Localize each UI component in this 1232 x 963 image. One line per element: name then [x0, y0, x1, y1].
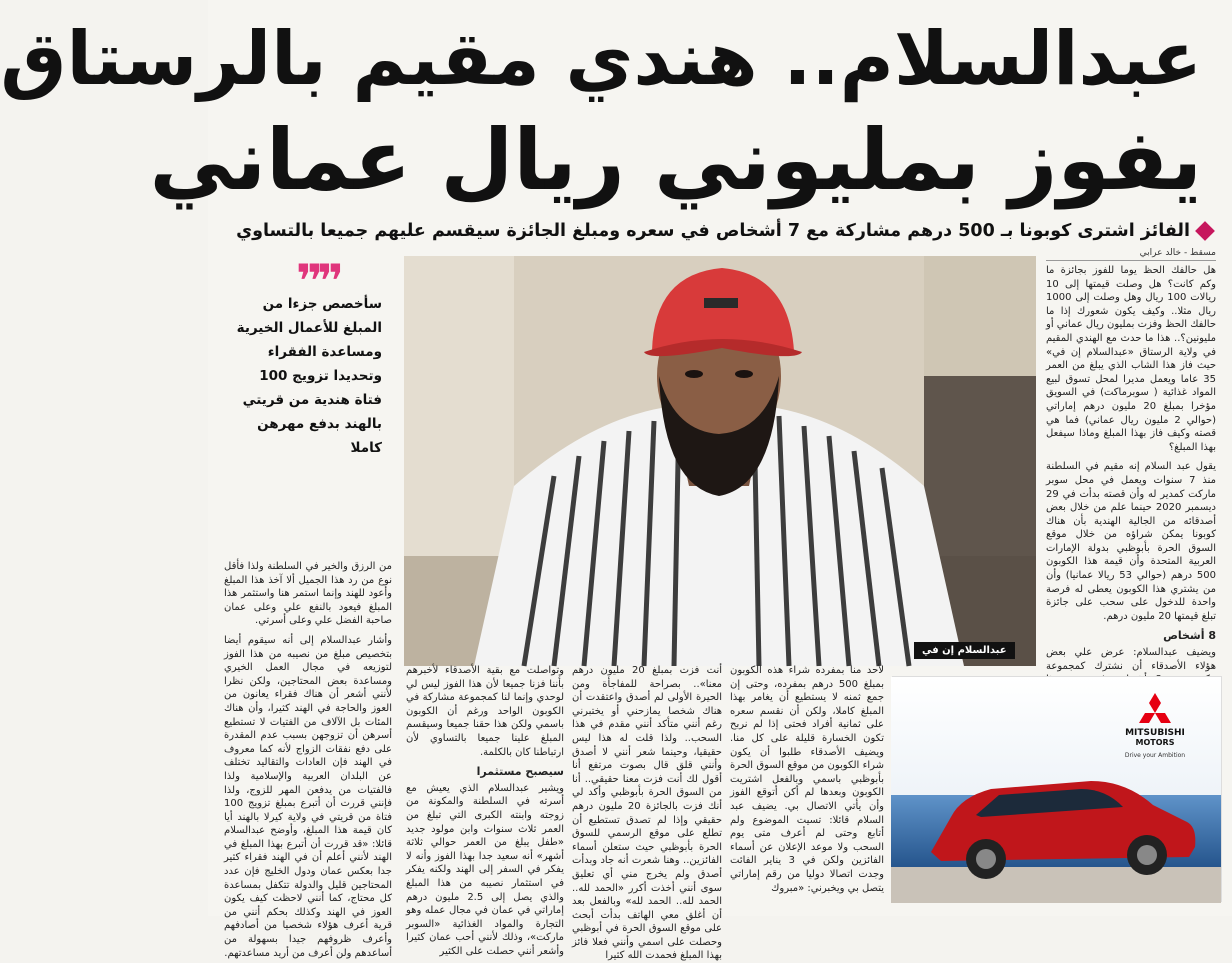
article-photo [404, 256, 1036, 666]
paragraph: هل حالفك الحظ يوما للفوز بجائزة ما وكم كانت؟ هل وصلت قيمتها إلى 10 ريالات 100 ريال وهل وصلت إلى 1000 ريال مثلا.. وكيف يكون شعورك إذا ما حالفك الحظ وفزت بمليون ريال عماني أو مليونين؟.. هذا ما حدث مع الهندي المقيم في ولاية الرستاق «عبدالسلام إن في» حيث فاز هذا الشاب الذي يبلغ من العمر 35 عاما ويعمل مديرا لمحل تسوق لبيع المواد غذائية ( سوبرماكت) في السويق مؤخرا بمبلغ 20 مليون درهم إماراتي (حوالي 2 مليون ريال عماني) فما هي قصته وكيف فاز بهذا المبلغ وماذا سيفعل بهذا المبلغ؟ [1046, 265, 1217, 453]
paragraph: ويضيف عبدالسلام: عرض علي بعض هؤلاء الأصدقاء أن نشترك كمجموعة [1046, 647, 1216, 672]
subheadline: الفائز اشترى كوبونا بـ 500 درهم مشاركة مع 7 أشخاص في سعره ومبلغ الجائزة سيقسم عليهم جميعا بالتساوي [236, 221, 1190, 241]
subheading-investor: سيصبح مستثمرا [476, 765, 564, 779]
paragraph: لأحد منا بمفرده شراء هذه الكوبون بمبلغ 500 درهم بمفرده، وحتى إن جمع ثمنه لا يستطيع أن يغامر بهذا المبلغ كاملا، ولكن أن نقسم سعره على ثمانية أفراد فحتى إذا لم نربح تكون الخسارة قليلة على كل منا. ويضيف الأصدقاء طلبوا أن يكون شراء الكوبون من موقع السوق الحرة بأبوظبي باسمي وبالفعل اشتريت الكوبون وبعدها لم أكن أتوقع الفوز وأن يأتي الاتصال بي. يضيف عبد السلام قائلا: تسيت الموضوع ولم أتابع وحتى لم أعرف متى يوم السحب ولا موعد الإعلان عن أسماء الفائزين ولكن في 3 يناير الفائت وجدت اتصالا دوليا من رقم إماراتي يتصل بي ويخبرني: «مبروك [730, 665, 884, 894]
ad-brand-text: MITSUBISHI [1125, 728, 1185, 738]
paragraph: وتواصلت مع بقية الأصدقاء لأخبرهم بأننا فزنا جميعا لأن هذا الفوز ليس لي لوحدي وإنما لنا كمجموعة مشاركة في الكوبون الواحد ورغم أن الكوبون باسمي ولكن هذا حقنا جميعا وسيقسم المبلغ علينا جميعا بالتساوي لأن ارتباطنا كان بالكلمة. [406, 665, 564, 758]
ad-artwork [891, 677, 1221, 903]
column-bottom-2 [572, 664, 723, 962]
pull-quote: سأخصص جزءا من المبلغ للأعمال الخيرية ومساعدة الفقراء وتحديدا تزويج 100 فتاة هندية من قريتي بالهند بدفع مهرهن كاملا [236, 296, 382, 456]
column-left [224, 560, 392, 959]
column-bottom-3 [406, 664, 564, 957]
headline-line-2: يفوز بمليوني ريال عماني [149, 111, 1202, 209]
portrait-illustration [404, 256, 1036, 666]
column-right [1046, 264, 1216, 676]
column-bottom-1 [730, 664, 884, 908]
diamond-bullet-icon [1195, 221, 1215, 241]
paragraph: من الرزق والخير في السلطنة ولذا فأقل نوع من رد هذا الجميل ألا آخذ هذا المبلغ وأعود للهند وإنما استمر هنا واستثمر هذا المبلغ فيعود بالنفع علي وعلى عمان صاحبة الفضل علي وعلى أسرتي. [224, 561, 392, 627]
quote-icon: ❞❞ [296, 254, 338, 308]
ad-brand-text-2: MOTORS [1135, 738, 1175, 747]
photo-caption: عبدالسلام إن في [914, 642, 1015, 659]
paragraph: وأشار عبدالسلام إلى أنه سيقوم أيضا بتخصيص مبلغ من نصيبه من هذا الفوز لتوزيعه في مجال العمل الخيري ومساعدة بعض المحتاجين، ولكن نظرا لأنني أشعر أن هناك فقراء يعانون من العوز والحاجة في الهند كثيرا، وأن هناك المئات بل الآلاف من الفتيات لا تستطيع أسرهن أن تزوجهن بسبب عدم المقدرة على دفع نفقات الزواج لأنه كما معروف في الهند فإن العادات والتقاليد تختلف عن البلدان العربية والإسلامية ولذا فالفتيات من يدفعن المهر للزوج، ولذا فإنني قررت أن أتبرع بمبلغ تزويج 100 فتاة من قريتي في ولاية كيرلا بالهند أيا كان قيمة هذا المبلغ، وأوضح عبدالسلام قائلا: «قد قررت أن أتبرع بهذا المبلغ في الهند لأنني أعلم أن في الهند فقراء كثير جدا بعكس عمان ودول الخليج فإن عدد المحتاجين قليل والدولة تتكفل بمساعدة كل محتاج، كما أنني لاحظت كيف يكون العوز في الهند وكذلك بحكم أنني من قرية أعرف هؤلاء شخصيا من أصادفهم وأعرف ظروفهم جيدا بسهولة من أساعدهم ولن أعرف من أريد مساعدتهم. [224, 634, 392, 959]
byline: مسقط - خالد عرابي [1046, 248, 1216, 261]
paragraph: يقول عبد السلام إنه مقيم في السلطنة منذ 7 سنوات ويعمل في محل سوبر ماركت كمدير له وأن قصته بدأت في 29 ديسمبر 2020 حينما علم من خلال بعض أصدقائه من الجالية الهندية بأن هناك كوبونا يمكن شراؤه من خلال موقع السوق الحرة بأبوظبي بدولة الإمارات العربية المتحدة وأن قيمة هذا الكوبون 500 درهم (حوالي 53 ريالا عمانيا) وأن من يشتري هذا الكوبون يعطى له فرصة واحدة للدخول على سحب على جائزة تبلغ قيمتها 20 مليون درهم. [1046, 461, 1216, 622]
ad-tagline: Drive your Ambition [1124, 752, 1186, 759]
headline-line-1: عبدالسلام.. هندي مقيم بالرستاق [0, 16, 1202, 102]
mitsubishi-advertisement[interactable] [892, 676, 1222, 902]
subheadline-bar [226, 214, 1216, 248]
paragraph: أنت فزت بمبلغ 20 مليون درهم معنا».. بصراحة للمفاجأة ومن الحيرة الأولى لم أصدق واعتقدت أن هناك شخصا يمازحني أو يختبرني رغم أنني متأكد أنني مقدم في هذا السحب.. ولذا قلت له هذا ليس حقيقيا، وحينما شعر أنني لا أصدق وأنني قلق قال بصوت مرتفع أنا أقول لك أنت فزت معنا حقيقي.. أنا من السوق الحرة بأبوظبي وأكد لي أنك فزت بالجائزة 20 مليون درهم حقيقي وإذا لم تصدق تستطيع أن تطلع على موقع الرسمي للسوق الحرة بأبوظبي حيث ستعلن أسماء الفائزين.. وهنا شعرت أنه جاد وبدأت أصدق ولم يخرج مني أي تعليق سوى أنني أخذت أكرر «الحمد لله.. الحمد لله.. الحمد لله» وبالفعل بعد أن أغلق معي الهاتف بدأت أبحث على موقع السوق الحرة في أبوظبي وحصلت على اسمي وأنني فعلا فائز بهذا المبلغ فحمدت الله كثيرا [572, 665, 723, 962]
subheading-8-persons: 8 أشخاص [1163, 629, 1216, 643]
paragraph: ويشير عبدالسلام الذي يعيش مع أسرته في السلطنة والمكونة من زوجته وابنته الكبرى التي تبلغ من العمر ثلاث سنوات وابن مولود جديد «طفل يبلغ من العمر حوالي ثلاثة أشهر» أنه سعيد جدا بهذا الفوز وأنه لا يفكر في السفر إلى الهند ولكنه يفكر في استثمار نصيبه من هذا المبلغ والذي يصل إلى 2.5 مليون درهم إماراتي في عمان في مجال عمله وهو التجارة والمواد الغذائية «السوبر ماركت»، وذلك لأنني أحب عمان كثيرا وأشعر أنني حصلت على الكثير [406, 782, 564, 957]
